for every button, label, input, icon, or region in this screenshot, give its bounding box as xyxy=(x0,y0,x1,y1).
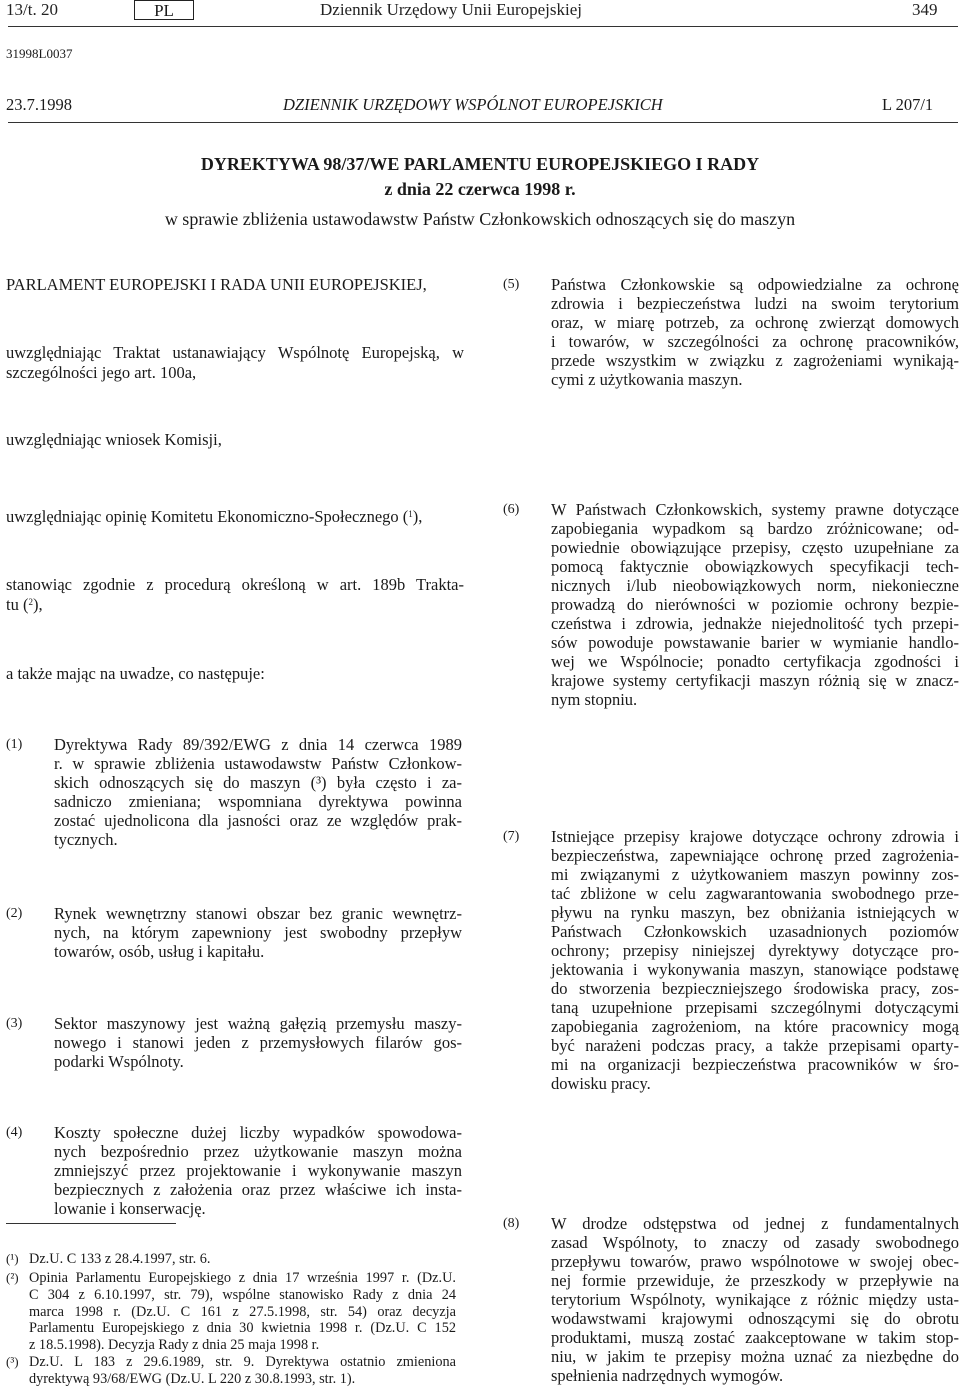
recital-line: taną uzupełnione przepisami szczególnymi dotyczącymi xyxy=(551,998,959,1017)
recital-line: tycznych. xyxy=(54,830,118,849)
recital-line: lowanie i konserwację. xyxy=(54,1199,206,1218)
footnote-line: marca 1998 r. (Dz.U. C 161 z 27.5.1998, str. 54) oraz decyzja xyxy=(29,1303,456,1320)
recital-line: przede wszystkim w związku z zagrożeniami wynikają- xyxy=(551,351,959,370)
recital-line: zostać ujednolicona dla jasności oraz ze względów prak- xyxy=(54,811,462,830)
recital-line: nej formie przewiduje, że przeszkody w przepływie na xyxy=(551,1271,959,1290)
footnote-line: C 304 z 6.10.1997, str. 79), wspólne stanowisko Rady z dnia 24 xyxy=(29,1286,456,1303)
recital-line: zdrowia i bezpieczeństwa ludzi na swoim terytorium xyxy=(551,294,959,313)
recital-line: nicznych i/lub nieobowiązkowych norm, niekonieczne xyxy=(551,576,959,595)
preamble-treaty-line2: szczególności jego art. 100a, xyxy=(6,363,197,382)
oj-rule xyxy=(8,122,958,123)
recital-line: czeństwa i zdrowia, jednakże niejednolitość tych przepi- xyxy=(551,614,959,633)
document-date: z dnia 22 czerwca 1998 r. xyxy=(384,179,576,199)
footnote-line: Dz.U. C 133 z 28.4.1997, str. 6. xyxy=(29,1251,211,1267)
recital-line: zapobiegania wypadkom są bardzo zróżnicowane; od- xyxy=(551,519,959,538)
recital-line: jektowania i wykonywania maszyn, stanowiące podstawę xyxy=(551,960,959,979)
recital-line: towarów, osób, usług i kapitału. xyxy=(54,942,265,961)
recital-number: (4) xyxy=(6,1125,23,1140)
recital-line: być narażeni podczas pracy, a także przepisami oparty- xyxy=(551,1036,959,1055)
recital-line: mi na organizacji bezpieczeństwa pracowników w śro- xyxy=(551,1055,959,1074)
recital-number: (1) xyxy=(6,737,23,752)
preamble-procedure-line1: stanowiąc zgodnie z procedurą określoną w art. 189b Trakta- xyxy=(6,575,464,594)
recital-line: wej we Wspólnocie; ponadto certyfikacja zgodności i xyxy=(551,652,959,671)
recital-line: wodawstwami krajowymi odnoszącymi się do obrotu xyxy=(551,1309,959,1328)
header-rule xyxy=(8,26,958,27)
recital-line: powiednie obowiązujące przepisy, często uzupełniane za xyxy=(551,538,959,557)
recital-line: nym stopniu. xyxy=(551,690,638,709)
preamble-procedure-line2: tu ($^2$), xyxy=(6,595,43,614)
recital-line: pływu na rynku maszyn, bez obniżania istniejących w xyxy=(551,903,959,922)
recital-number: (6) xyxy=(503,502,520,517)
recital-line: Rynek wewnętrzny stanowi obszar bez granic wewnętrz- xyxy=(54,904,462,923)
recital-line: przepływu towarów, prawo wspólnotowe w swojej obec- xyxy=(551,1252,959,1271)
footnote-rule xyxy=(6,1223,176,1224)
footnote-line: Parlamentu Europejskiego z dnia 30 kwietnia 1998 r. (Dz.U. C 152 xyxy=(29,1320,456,1337)
footnote-number: (¹) xyxy=(6,1251,19,1266)
recital-line: terytorium Wspólnoty, wynikające z różnic między usta- xyxy=(551,1290,959,1309)
page-number: 349 xyxy=(912,0,938,19)
recital-line: Dyrektywa Rady 89/392/EWG z dnia 14 czerwca 1989 xyxy=(54,735,462,754)
recital-line: zmniejszyć przez projektowanie i wykonywanie maszyn xyxy=(54,1161,462,1180)
recital-number: (8) xyxy=(503,1216,520,1231)
recital-line: Państwach Członkowskich uzasadnionych poziomów xyxy=(551,922,959,941)
recital-line: cymi z użytkowania maszyn. xyxy=(551,370,743,389)
recital-line: krajowe systemy certyfikacji maszyn różnią się w znacz- xyxy=(551,671,959,690)
recital-line: Koszty społeczne dużej liczby wypadków spowodowa- xyxy=(54,1123,462,1142)
recital-line: i towarów, w szczególności za ochronę pracowników, xyxy=(551,332,959,351)
recital-line: podarki Wspólnoty. xyxy=(54,1052,184,1071)
recital-line: r. w sprawie zbliżenia ustawodawstw Państw Członkow- xyxy=(54,754,462,773)
recital-line: niu, w jakim te przepisy można uznać za niezbędne do xyxy=(551,1347,959,1366)
recital-line: sów powoduje powstawanie barier w wymianie handlo- xyxy=(551,633,959,652)
recital-number: (2) xyxy=(6,906,23,921)
recital-line: W drodze odstępstwa od jednej z fundamentalnych xyxy=(551,1214,959,1233)
preamble-treaty-line1: uwzględniając Traktat ustanawiający Wspólnotę Europejską, w xyxy=(6,343,464,362)
recital-line: nych, na którym zapewniony jest swobodny przepływ xyxy=(54,923,462,942)
celex-number: 31998L0037 xyxy=(6,46,73,61)
recital-line: Sektor maszynowy jest ważną gałęzią przemysłu maszy- xyxy=(54,1014,462,1033)
oj-ref: L 207/1 xyxy=(882,95,934,114)
recital-line: produktami, muszą zostać zaakceptowane w takim stop- xyxy=(551,1328,959,1347)
page-volume-ref: 13/t. 20 xyxy=(6,0,58,19)
recital-line: nowego i stanowi jeden z przemysłowych filarów gos- xyxy=(54,1033,462,1052)
document-title: DYREKTYWA 98/37/WE PARLAMENTU EUROPEJSKIEGO I RADY xyxy=(200,154,760,174)
recital-number: (3) xyxy=(6,1016,23,1031)
recital-line: pomocą faktycznie obowiązkowych specyfikacji tech- xyxy=(551,557,959,576)
recital-line: do stworzenia bezpieczniejszego środowiska pracy, zos- xyxy=(551,979,959,998)
recital-line: Istniejące przepisy krajowe dotyczące ochrony zdrowia i xyxy=(551,827,959,846)
language-box: PL xyxy=(134,0,194,20)
oj-journal-name: DZIENNIK URZĘDOWY WSPÓLNOT EUROPEJSKICH xyxy=(283,95,663,114)
footnote-line: Dz.U. L 183 z 29.6.1989, str. 9. Dyrektywa ostatnio zmieniona xyxy=(29,1354,456,1370)
recital-line: prowadzą do nierówności w poziomie ochrony bezpie- xyxy=(551,595,959,614)
recital-line: zapobiegania zagrożeniom, na które pracownicy mogą xyxy=(551,1017,959,1036)
recital-number: (5) xyxy=(503,277,520,292)
oj-date: 23.7.1998 xyxy=(6,95,72,114)
footnote-number: (²) xyxy=(6,1270,19,1285)
recital-line: bezpieczeństwa, zapewniające ochronę przed zagrożenia- xyxy=(551,846,959,865)
recital-line: W Państwach Członkowskich, systemy prawne dotyczące xyxy=(551,500,959,519)
recital-line: zasad Wspólnoty, to znaczy od zasady swobodnego xyxy=(551,1233,959,1252)
footnote-line: dyrektywą 93/68/EWG (Dz.U. L 220 z 30.8.1993, str. 1). xyxy=(29,1370,356,1387)
recital-line: oraz, w miarę potrzeb, za ochronę zwierząt domowych xyxy=(551,313,959,332)
recital-line: tać zbliżone w celu zagwarantowania swobodnego prze- xyxy=(551,884,959,903)
preamble-institutions: PARLAMENT EUROPEJSKI I RADA UNII EUROPEJSKIEJ, xyxy=(6,275,427,294)
journal-name: Dziennik Urzędowy Unii Europejskiej xyxy=(320,0,583,19)
recital-line: spełnienia nadrzędnych wymogów. xyxy=(551,1366,784,1385)
preamble-whereas: a także mając na uwadze, co następuje: xyxy=(6,664,265,683)
preamble-commission: uwzględniając wniosek Komisji, xyxy=(6,430,222,449)
document-subject: w sprawie zbliżenia ustawodawstw Państw Członkowskich odnoszących się do maszyn xyxy=(164,209,796,229)
recital-line: nych bezpośrednio przez użytkowanie maszyn można xyxy=(54,1142,462,1161)
recital-line: skich odnoszących się do maszyn (³) była często i za- xyxy=(54,773,462,792)
recital-number: (7) xyxy=(503,829,520,844)
preamble-esc-opinion: uwzględniając opinię Komitetu Ekonomiczno-Społecznego ($^1$), xyxy=(6,507,423,526)
recital-line: sadniczo zmieniana; wspomniana dyrektywa powinna xyxy=(54,792,462,811)
recital-line: ochrony; przepisy niniejszej dyrektywy dotyczące pro- xyxy=(551,941,959,960)
recital-line: mi związanymi z użytkowaniem maszyn powinny zos- xyxy=(551,865,959,884)
recital-line: Państwa Członkowskie są odpowiedzialne za ochronę xyxy=(551,275,959,294)
footnote-line: Opinia Parlamentu Europejskiego z dnia 17 września 1997 r. (Dz.U. xyxy=(29,1270,456,1286)
footnote-line: z 18.5.1998). Decyzja Rady z dnia 25 maja 1998 r. xyxy=(29,1337,320,1354)
footnote-number: (³) xyxy=(6,1354,19,1369)
recital-line: bezpiecznych z założenia oraz przez właściwe ich insta- xyxy=(54,1180,462,1199)
recital-line: dowisku pracy. xyxy=(551,1074,651,1093)
